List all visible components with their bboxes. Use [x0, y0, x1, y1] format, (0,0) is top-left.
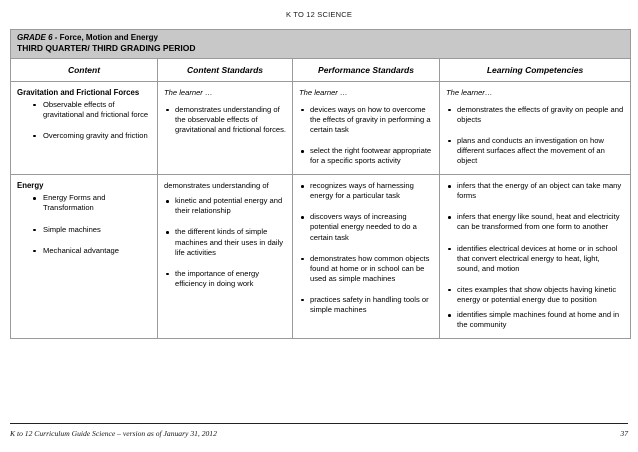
learning-competencies-bullet-list: [446, 181, 624, 330]
cell-content: [11, 175, 158, 339]
list-item: Overcoming gravity and friction: [17, 131, 151, 141]
footer-text: K to 12 Curriculum Guide Science – version as of January 31, 2012: [10, 429, 217, 438]
list-item: plans and conducts an investigation on how different surfaces affect the movement of an object: [446, 136, 624, 166]
list-item: kinetic and potential energy and their relationship: [164, 196, 286, 216]
learner-lead: The learner…: [446, 87, 493, 97]
list-item: identifies electrical devices at home or in school that convert electrical energy to heat, light, sound, and motion: [446, 244, 624, 274]
column-header-learning-competencies: Learning Competencies: [440, 58, 631, 81]
curriculum-table-container: [10, 29, 630, 339]
banner-period-label: THIRD QUARTER/ THIRD GRADING PERIOD: [17, 43, 196, 53]
standards-lead: demonstrates understanding of: [164, 181, 269, 191]
list-item: the importance of energy efficiency in doing work: [164, 269, 286, 289]
footer-divider: [10, 423, 628, 424]
list-item: recognizes ways of harnessing energy for a particular task: [299, 181, 433, 201]
column-header-content: Content: [11, 58, 158, 81]
cell-content-standards: [158, 81, 293, 175]
cell-learning-competencies: [440, 175, 631, 339]
list-item: Simple machines: [17, 225, 151, 235]
content-standards-bullet-list: [164, 105, 286, 135]
list-item: cites examples that show objects having kinetic energy or potential energy due to position: [446, 285, 624, 305]
list-item: the different kinds of simple machines and their uses in daily life activities: [164, 227, 286, 257]
list-item: Energy Forms and Transformation: [17, 193, 151, 213]
list-item: practices safety in handling tools or simple machines: [299, 295, 433, 315]
cell-performance-standards: [293, 175, 440, 339]
table-header-row: [11, 58, 631, 81]
table-row: [11, 175, 631, 339]
banner-grade-label: GRADE 6: [17, 33, 53, 42]
list-item: identifies simple machines found at home and in the community: [446, 310, 624, 330]
page-footer: [10, 423, 628, 438]
page-header-title: K TO 12 SCIENCE: [285, 10, 353, 19]
column-header-performance-standards: Performance Standards: [293, 58, 440, 81]
cell-performance-standards: [293, 81, 440, 175]
performance-standards-bullet-list: [299, 181, 433, 315]
learner-lead: The learner …: [299, 87, 348, 97]
curriculum-guide-table: [10, 29, 631, 339]
content-bullet-list: [17, 193, 151, 255]
banner-grade-line: [17, 33, 624, 43]
grade-period-banner: [11, 30, 631, 59]
list-item: demonstrates how common objects found at home or in school can be used as simple machines: [299, 254, 433, 284]
list-item: demonstrates understanding of the observable effects of gravitational and frictional forces.: [164, 105, 286, 135]
footer-page-number: 37: [620, 429, 628, 438]
cell-learning-competencies: [440, 81, 631, 175]
learning-competencies-bullet-list: [446, 105, 624, 166]
list-item: infers that the energy of an object can take many forms: [446, 181, 624, 201]
column-header-content-standards: Content Standards: [158, 58, 293, 81]
list-item: demonstrates the effects of gravity on people and objects: [446, 105, 624, 125]
list-item: infers that energy like sound, heat and electricity can be transformed from one form to another: [446, 212, 624, 232]
cell-content: [11, 81, 158, 175]
cell-content-standards: [158, 175, 293, 339]
list-item: select the right footwear appropriate for a specific sports activity: [299, 146, 433, 166]
banner-grade-topic: - Force, Motion and Energy: [52, 33, 158, 42]
performance-standards-bullet-list: [299, 105, 433, 166]
learner-lead: The learner …: [164, 87, 213, 97]
banner-row: [11, 30, 631, 59]
topic-title: Energy: [17, 181, 44, 191]
list-item: devices ways on how to overcome the effects of gravity in performing a certain task: [299, 105, 433, 135]
list-item: Mechanical advantage: [17, 246, 151, 256]
topic-title: Gravitation and Frictional Forces: [17, 87, 140, 97]
table-row: [11, 81, 631, 175]
footer-row: [10, 429, 628, 438]
list-item: Observable effects of gravitational and frictional force: [17, 100, 151, 120]
content-standards-bullet-list: [164, 196, 286, 289]
list-item: discovers ways of increasing potential energy needed to do a certain task: [299, 212, 433, 242]
content-bullet-list: [17, 100, 151, 141]
